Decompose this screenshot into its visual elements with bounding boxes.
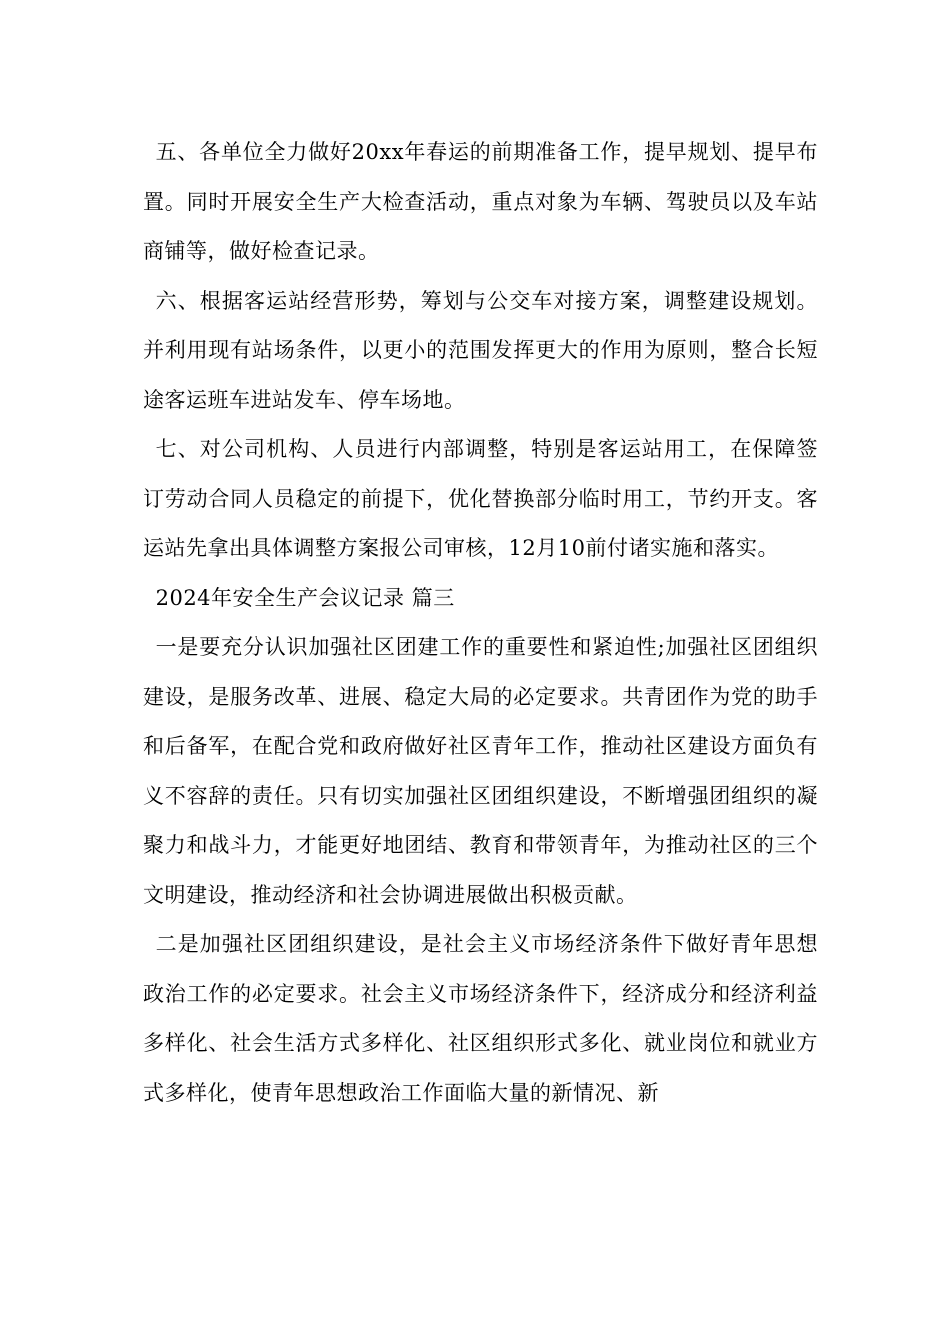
section-heading: 2024年安全生产会议记录 篇三 — [155, 585, 455, 610]
paragraph-item-five: 五、各单位全力做好20xx年春运的前期准备工作，提早规划、提早布置。同时开展安全生产大检查活动，重点对象为车辆、驾驶员以及车站商铺等，做好检查记录。 — [143, 140, 818, 263]
paragraph-point-one: 一是要充分认识加强社区团建工作的重要性和紧迫性;加强社区团组织建设，是服务改革、进展、稳定大局的必定要求。共青团作为党的助手和后备军，在配合党和政府做好社区青年工作，推动社区建设方面负有义不容辞的责任。只有切实加强社区团组织建设，不断增强团组织的凝聚力和战斗力，才能更好地团结、教育和带领青年，为推动社区的三个文明建设，推动经济和社会协调进展做出积极贡献。 — [143, 635, 818, 907]
paragraph-point-two: 二是加强社区团组织建设，是社会主义市场经济条件下做好青年思想政治工作的必定要求。社会主义市场经济条件下，经济成分和经济利益多样化、社会生活方式多样化、社区组织形式多化、就业岗位和就业方式多样化，使青年思想政治工作面临大量的新情况、新 — [143, 932, 818, 1105]
document-body — [143, 128, 818, 1118]
paragraph-item-seven: 七、对公司机构、人员进行内部调整，特别是客运站用工，在保障签订劳动合同人员稳定的前提下，优化替换部分临时用工，节约开支。客运站先拿出具体调整方案报公司审核，12月10前付诸实施和落实。 — [143, 437, 818, 560]
paragraph-item-six: 六、根据客运站经营形势，筹划与公交车对接方案，调整建设规划。并利用现有站场条件，以更小的范围发挥更大的作用为原则，整合长短途客运班车进站发车、停车场地。 — [143, 288, 818, 412]
